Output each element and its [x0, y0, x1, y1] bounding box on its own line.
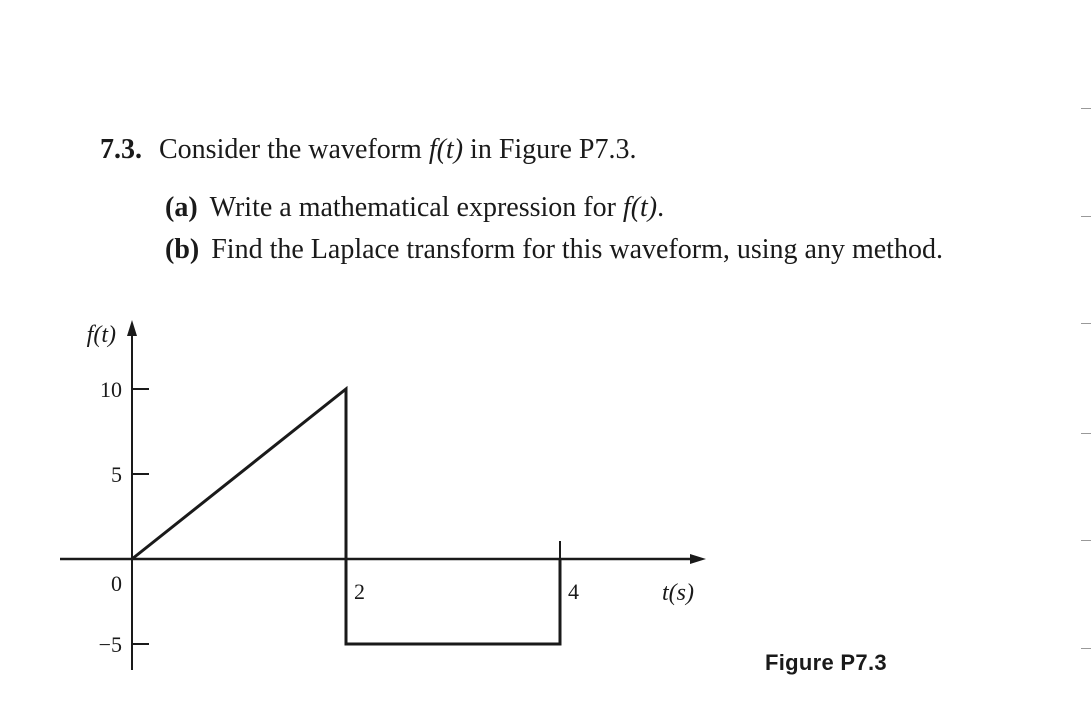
y-axis-label: f(t)	[86, 322, 116, 348]
y-tick-label: 0	[111, 571, 122, 596]
x-tick-label: 2	[354, 579, 365, 604]
page-edge-mark	[1081, 323, 1091, 324]
page-edge-mark	[1081, 648, 1091, 649]
y-tick-label: −5	[98, 632, 122, 657]
part-b-text: Find the Laplace transform for this waveform, using any method.	[211, 234, 943, 265]
x-axis-label: t(s)	[662, 580, 694, 606]
problem-number: 7.3.	[100, 134, 142, 165]
page-edge-mark	[1081, 108, 1091, 109]
x-tick-label: 4	[568, 579, 579, 604]
part-a-label: (a)	[165, 192, 198, 223]
part-a-suffix: .	[657, 192, 665, 223]
page-edge-mark	[1081, 433, 1091, 434]
part-b-label: (b)	[165, 234, 200, 265]
page-edge-mark	[1081, 540, 1091, 541]
part-a-function: f(t)	[622, 192, 658, 223]
figure-caption: Figure P7.3	[765, 650, 887, 675]
x-axis-arrow	[690, 554, 706, 564]
part-a-text: Write a mathematical expression for	[209, 192, 623, 223]
y-tick-label: 10	[100, 377, 122, 402]
problem-function: f(t)	[428, 134, 464, 165]
problem-text-prefix: Consider the waveform	[159, 134, 429, 165]
problem-text-suffix: in Figure P7.3.	[463, 134, 637, 165]
waveform-line	[132, 389, 560, 644]
y-axis-arrow	[127, 320, 137, 336]
y-tick-label: 5	[111, 462, 122, 487]
page-edge-mark	[1081, 216, 1091, 217]
